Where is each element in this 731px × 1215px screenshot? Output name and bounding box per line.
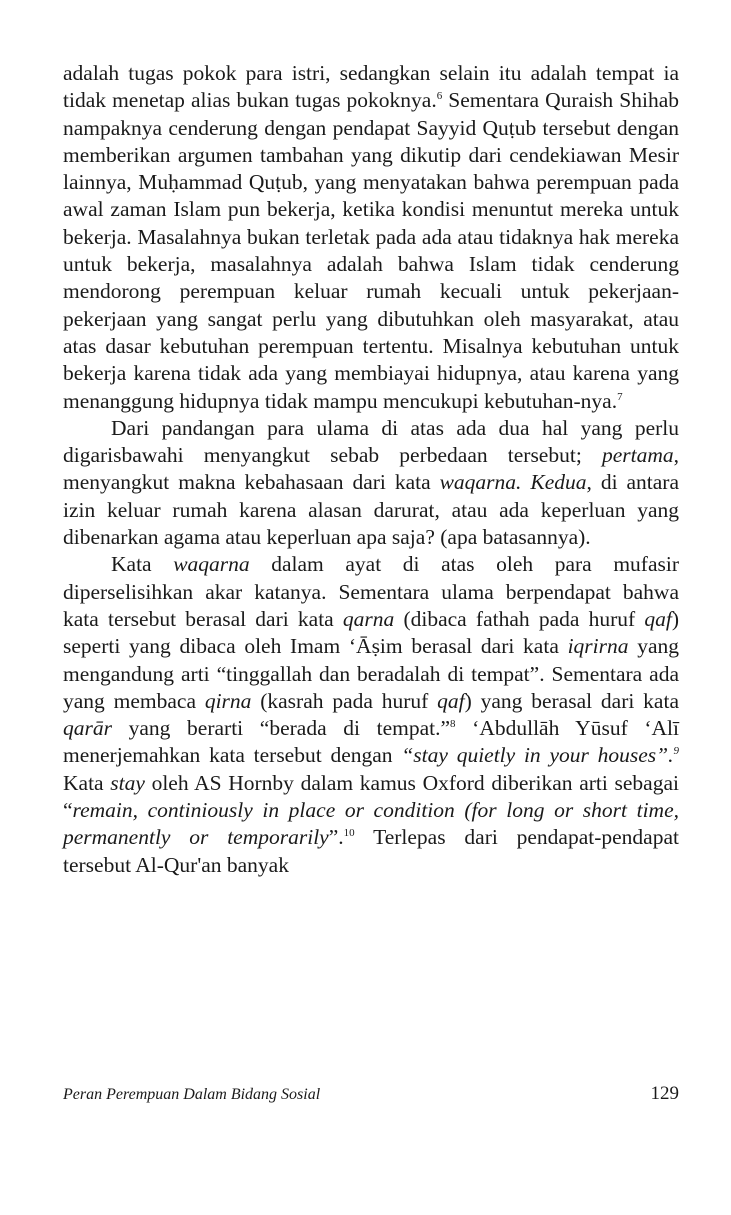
paragraph-3 bbox=[63, 551, 679, 879]
italic-term: qaf bbox=[437, 688, 465, 713]
text-run: Terlepas dari pendapat-pendapat tersebut Al-Qur'an banyak bbox=[63, 825, 679, 877]
text-run: (kasrah pada huruf bbox=[251, 688, 438, 713]
italic-term: “stay quietly in your houses”. bbox=[401, 743, 674, 768]
footnote-marker: 10 bbox=[343, 827, 355, 840]
running-title: Peran Perempuan Dalam Bidang Sosial bbox=[63, 1086, 321, 1103]
italic-term: qarār bbox=[63, 716, 112, 741]
italic-term: waqarna. Kedua bbox=[439, 470, 587, 495]
italic-term: qirna bbox=[204, 688, 252, 713]
footnote-marker: 7 bbox=[617, 390, 623, 403]
footnote-marker: 6 bbox=[436, 90, 443, 103]
paragraph-1 bbox=[63, 60, 679, 415]
text-run: adalah tugas pokok para istri, sedangkan selain itu adalah tempat ia tidak menetap alias bukan tugas pokoknya. bbox=[63, 61, 679, 113]
text-run: oleh AS Hornby dalam kamus Oxford diberikan arti sebagai “ bbox=[63, 770, 679, 823]
body-text bbox=[63, 60, 679, 879]
text-run: ) yang berasal dari kata bbox=[464, 688, 679, 713]
italic-term: stay bbox=[110, 770, 145, 795]
italic-term: qarna bbox=[342, 606, 395, 631]
italic-term: iqrirna bbox=[567, 634, 629, 659]
text-run: ‘Abdullāh Yūsuf ‘Alī menerjemahkan kata tersebut dengan bbox=[63, 716, 679, 768]
text-run: , menyangkut makna kebahasaan dari kata bbox=[63, 443, 679, 495]
italic-term: qaf bbox=[644, 606, 672, 631]
text-run: (dibaca fathah pada huruf bbox=[394, 606, 645, 631]
text-run: , di antara izin keluar rumah karena alasan darurat, atau ada keperluan yang dibenarkan agama atau keperluan apa saja? (apa batasannya). bbox=[63, 470, 679, 550]
paragraph-2 bbox=[63, 415, 679, 551]
page-footer bbox=[63, 1083, 679, 1109]
text-run: Sementara Quraish Shihab nampaknya cenderung dengan pendapat Sayyid Quṭub tersebut dengan memberikan argumen tambahan yang dikutip dari cendekiawan Mesir lainnya, Muḥammad Quṭub, yang menyatakan bahwa perempuan pada awal zaman Islam pun bekerja, ketika kondisi menuntut mereka untuk bekerja. Masalahnya bukan terletak pada ada atau tidaknya hak mereka untuk bekerja, masalahnya adalah bahwa Islam tidak cenderung mendorong perempuan keluar rumah kecuali untuk pekerjaan-pekerjaan yang sangat perlu yang dibutuhkan oleh masyarakat, atau atas dasar kebutuhan perempuan tertentu. Misalnya kebutuhan untuk bekerja karena tidak ada yang membiayai hidupnya, atau karena yang menanggung hidupnya tidak mampu mencukupi kebutuhan-nya. bbox=[63, 88, 679, 413]
italic-term: pertama bbox=[601, 443, 674, 468]
text-run: Dari pandangan para ulama di atas ada dua hal yang perlu digarisbawahi menyangkut sebab perbedaan tersebut; bbox=[63, 415, 679, 468]
page-number: 129 bbox=[650, 1083, 679, 1104]
text-run: ”. bbox=[328, 825, 344, 850]
footnote-marker: 9 bbox=[673, 745, 679, 758]
text-run: dalam ayat di atas oleh para mufasir diperselisihkan akar katanya. Sementara ulama berpendapat bahwa kata tersebut berasal dari kata bbox=[63, 552, 679, 631]
text-run: Kata bbox=[63, 770, 111, 795]
text-run: yang berarti “berada di tempat.” bbox=[111, 716, 451, 741]
italic-term: remain, continiously in place or condition (for long or short time, permanently or temporarily bbox=[63, 798, 679, 850]
text-run: yang mengandung arti “tinggallah dan beradalah di tempat”. Sementara ada yang membaca bbox=[63, 634, 679, 713]
footnote-marker: 8 bbox=[450, 717, 456, 730]
text-run: ) seperti yang dibaca oleh Imam ‘Āṣim berasal dari kata bbox=[63, 606, 679, 659]
text-run: Kata bbox=[111, 552, 174, 577]
italic-term: waqarna bbox=[173, 552, 250, 577]
